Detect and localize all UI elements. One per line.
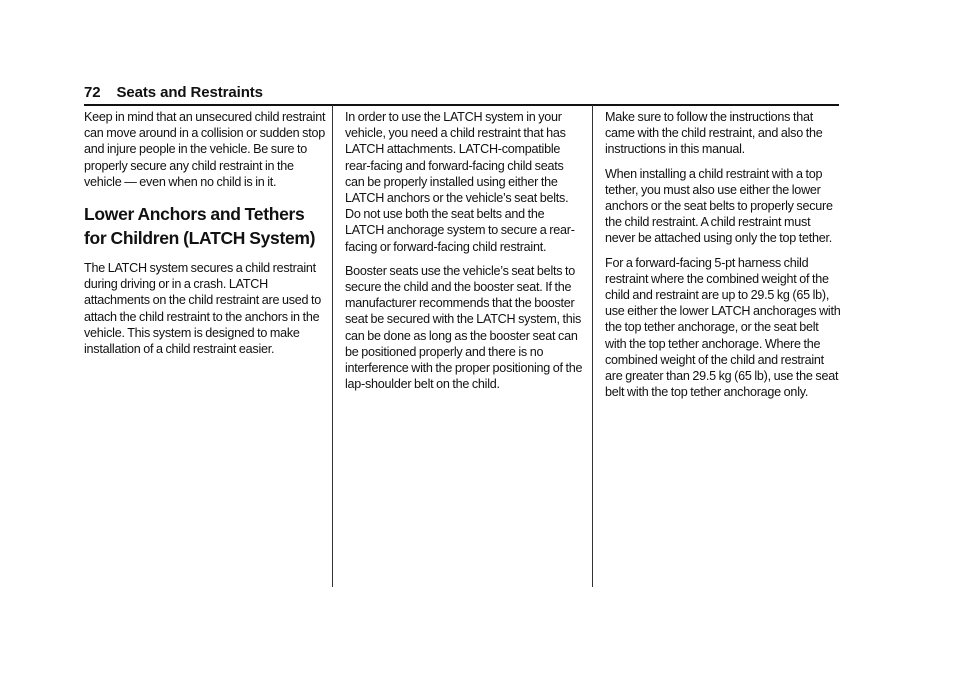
column-divider-2 [592,105,593,587]
section-heading-latch: Lower Anchors and Tethers for Children (LATCH System) [84,204,316,249]
column-2 [345,109,585,400]
paragraph-follow-instructions: Make sure to follow the instructions that came with the child restraint, and also the instructions in this manual. [605,110,823,157]
page-header [84,84,263,104]
column-3 [605,109,841,408]
paragraph-latch-usage: In order to use the LATCH system in your vehicle, you need a child restraint that has LATCH attachments. LATCH-compatible rear-facing and forward-facing child seats can be properly installed using either the LATCH anchors or the vehicle’s seat belts. Do not use both the seat belts and the LATCH anchorage system to secure a rear-facing or forward-facing child restraint. [345,110,575,254]
column-divider-1 [332,105,333,587]
column-1 [84,109,326,365]
header-rule [84,104,839,106]
page-number: 72 [84,84,101,101]
paragraph-top-tether: When installing a child restraint with a top tether, you must also use either the lower anchors or the seat belts to properly secure the child restraint. A child restraint must never be attached using only the top tether. [605,166,833,246]
paragraph-booster-seats: Booster seats use the vehicle’s seat belts to secure the child and the booster seat. If the manufacturer recommends that the booster seat be secured with the LATCH system, this can be done as long as the booster seat can be positioned properly and there is no interference with the proper positioning of the lap-shoulder belt on the child. [345,263,583,392]
section-title: Seats and Restraints [116,84,263,101]
paragraph-latch-intro: The LATCH system secures a child restraint during driving or in a crash. LATCH attachments on the child restraint are used to attach the child restraint to the anchors in the vehicle. This system is designed to make installation of a child restraint easier. [84,261,322,357]
paragraph-harness-weight: For a forward-facing 5-pt harness child restraint where the combined weight of the child and restraint are up to 29.5 kg (65 lb), use either the lower LATCH anchorages with the top tether anchorage, or the seat belt with the top tether anchorage. Where the combined weight of the child and restraint are greater than 29.5 kg (65 lb), use the seat belt with the top tether anchorage only. [605,255,841,400]
paragraph-unsecured-restraint: Keep in mind that an unsecured child restraint can move around in a collision or sudden stop and injure people in the vehicle. Be sure to properly secure any child restraint in the vehicle — even when no child is in it. [84,110,326,189]
